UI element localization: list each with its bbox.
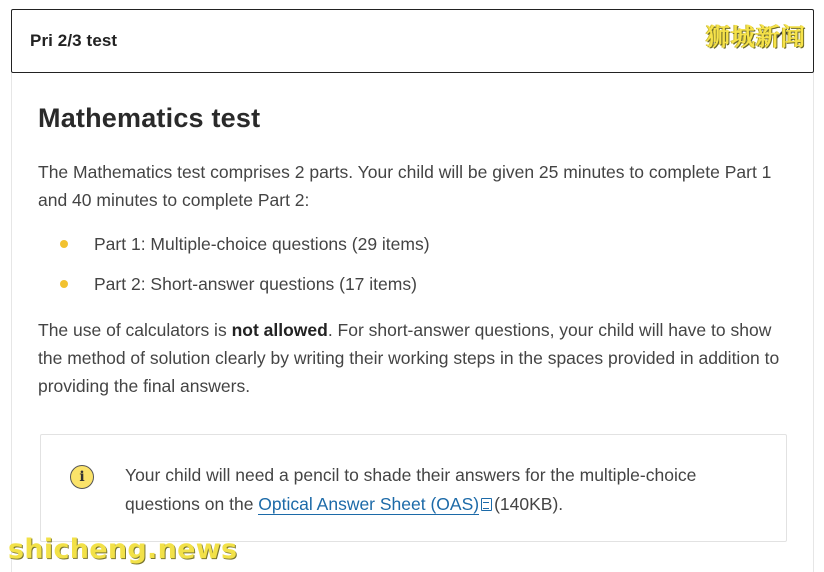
bullet-icon (60, 240, 68, 248)
info-callout (40, 434, 787, 542)
callout-text-before: Your child will need a pencil to shade their answers for the multiple-choice questions on the (125, 465, 697, 514)
section-title: Mathematics test (38, 103, 261, 133)
calculator-paragraph (38, 316, 798, 400)
bullet-icon (60, 280, 68, 288)
part-1-label: Part 1: Multiple-choice questions (29 items) (94, 234, 430, 254)
list-item (60, 270, 430, 298)
calc-text-after: . For short-answer questions, your child will have to show the method of solution clearly by writing their working steps in the spaces provided in addition to providing the final answers. (38, 320, 780, 396)
calc-text-before: The use of calculators is (38, 320, 232, 340)
parts-list (60, 230, 430, 310)
accordion-title: Pri 2/3 test (30, 31, 118, 50)
callout-text (125, 461, 765, 519)
accordion-body (11, 73, 814, 572)
intro-paragraph: The Mathematics test comprises 2 parts. Your child will be given 25 minutes to complete Part 1 and 40 minutes to complete Part 2: (38, 162, 772, 210)
list-item (60, 230, 430, 258)
watermark-bottom: shicheng.news (8, 534, 238, 565)
accordion-header[interactable] (11, 9, 814, 73)
file-icon (481, 498, 492, 511)
oas-link[interactable]: Optical Answer Sheet (OAS) (258, 494, 480, 514)
watermark-top: 狮城新闻 (706, 23, 806, 51)
file-size: (140KB). (494, 494, 564, 514)
info-icon: i (70, 465, 94, 489)
part-2-label: Part 2: Short-answer questions (17 items) (94, 274, 417, 294)
calc-not-allowed: not allowed (231, 320, 328, 340)
